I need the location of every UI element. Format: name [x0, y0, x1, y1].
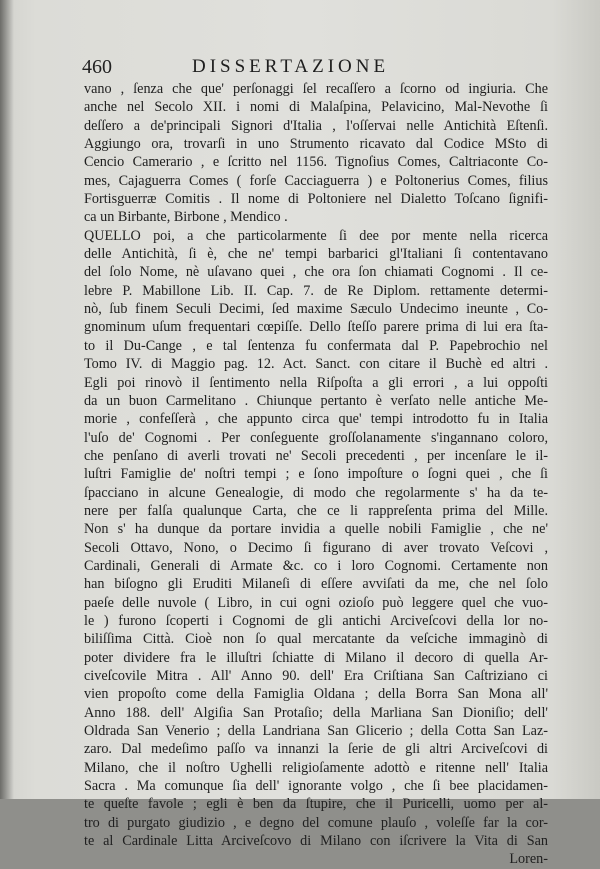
text-line: han biſogno gli Eruditi Milaneſi di eſſere avviſati da me, che nel ſolo: [84, 576, 548, 593]
text-line: tro di purgato giudizio , e degno del comune plauſo , voleſſe far la cor-: [84, 814, 548, 831]
text-line: te al Cardinale Litta Arciveſcovo di Milano con iſcrivere la Vita di San: [84, 833, 548, 850]
text-line: Anno 188. dell' Algiſia San Protaſio; della Marliana San Dioniſio; dell': [84, 704, 548, 721]
text-line: del ſolo Nome, nè uſavano quei , che ora ſon chiamati Cognomi . Il ce-: [84, 264, 548, 281]
text-line: Fortisguerræ Comitis . Il nome di Poltoniere nel Dialetto Toſcano ſignifi-: [84, 191, 548, 208]
text-line: ſpacciano in alcune Genealogie, di modo che regolarmente s' ha da te-: [84, 484, 548, 501]
text-line: te queſte favole ; egli è ben da ſtupire, che il Puricelli, uomo per al-: [84, 796, 548, 813]
text-line: ca un Birbante, Birbone , Mendico .: [84, 209, 288, 226]
text-line: poter dividere fra le illuſtri ſchiatte di Milano il decoro di quella Ar-: [84, 649, 548, 666]
running-title: DISSERTAZIONE: [192, 56, 390, 77]
text-line: Non s' ha dunque da portare invidia a quelle nobili Famiglie , che ne': [84, 521, 548, 538]
text-line: Tomo IV. di Maggio pag. 12. Act. Sanct. con citare il Buchè ed altri .: [84, 356, 548, 373]
text-line: Cencio Camerario , e ſcritto nel 1156. Tignoſius Comes, Caltriaconte Co-: [84, 154, 548, 171]
catchword: Loren-: [509, 851, 548, 868]
text-line: to il Du-Cange , e tal ſentenza fu confermata dal P. Papebrochio nel: [84, 337, 548, 354]
text-line: Aggiungo ora, trovarſi in uno Strumento ricavato dal Codice MSto di: [84, 136, 548, 153]
text-line: paeſe delle nuvole ( Libro, in cui ogni ozioſo può leggere quel che vuo-: [84, 594, 548, 611]
page-header: [82, 52, 540, 82]
text-line: Oldrada San Venerio ; della Landriana San Glicerio ; della Cotta San Laz-: [84, 723, 548, 740]
text-line: biliſſima Città. Cioè non ſo qual mercatante da veſciche immaginò di: [84, 631, 548, 648]
text-line: deſſero a de'principali Signori d'Italia , l'oſſervai nelle Antichità Eſtenſi.: [84, 117, 548, 134]
body-text: [84, 80, 548, 869]
text-line: vien propoſto come della Famiglia Oldana ; della Borra San Mona all': [84, 686, 548, 703]
text-line: morie , confeſſerà , che appunto circa que' tempi introdotto fu in Italia: [84, 411, 548, 428]
text-line: gnominum uſum frequentari cœpiſſe. Dello ſteſſo parere prima di lui era ſta-: [84, 319, 548, 336]
text-line: QUELLO poi, a che particolarmente ſi dee por mente nella ricerca: [84, 227, 548, 244]
text-line: zaro. Dal medeſimo paſſo va innanzi la ſerie de gli altri Arciveſcovi di: [84, 741, 548, 758]
text-line: Egli poi rinovò il ſentimento nella Riſpoſta a gli errori , a lui oppoſti: [84, 374, 548, 391]
binding-shadow: [0, 0, 14, 799]
text-line: le ) furono ſcoperti i Cognomi de gli antichi Arciveſcovi della lor no-: [84, 612, 548, 629]
text-line: civeſcovile Mitra . All' Anno 90. dell' Era Criſtiana San Caſtriziano ci: [84, 668, 548, 684]
text-line: Secoli Ottavo, Nono, o Decimo ſi figurano di aver trovato Veſcovi ,: [84, 539, 548, 556]
text-line: Milano, che il noſtro Ughelli religioſamente adottò e ritenne nell' Italia: [84, 759, 548, 776]
text-line: mes, Cajaguerra Comes ( forſe Cacciaguerra ) e Poltonerius Comes, filius: [84, 172, 548, 189]
text-line: lebre P. Mabillone Lib. II. Cap. 7. de Re Diplom. rettamente determi-: [84, 282, 548, 299]
text-line: delle Antichità, ſi è, che ne' tempi barbarici gl'Italiani ſi contentavano: [84, 246, 548, 263]
text-line: vano , ſenza che que' perſonaggi ſel recaſſero a ſcorno od ingiuria. Che: [84, 81, 548, 97]
text-line: nere per falſa qualunque Carta, che ce li rappreſenta prima del Mille.: [84, 502, 548, 519]
text-line: luſtri Famiglie de' noſtri tempi ; e ſono impoſture o ſogni quei , che ſi: [84, 466, 548, 483]
page-number: 460: [82, 56, 112, 78]
text-line: che penſano di averli trovati ne' Secoli precedenti , per incenſare le il-: [84, 447, 548, 464]
text-line: anche nel Secolo XII. i nomi di Malaſpina, Pelavicino, Mal-Nevothe ſi: [84, 99, 548, 116]
text-line: Cardinali, Generali di Armate &c. co i loro Cognomi. Certamente non: [84, 557, 548, 574]
text-line: nò, ſub finem Seculi Decimi, ſed maxime Sæculo Undecimo ineunte , Co-: [84, 301, 548, 318]
text-line: Sacra . Ma comunque ſia dell' ignorante volgo , che ſi bee placidamen-: [84, 778, 548, 795]
text-line: l'uſo de' Cognomi . Per conſeguente groſſolanamente s'ingannano coloro,: [84, 429, 548, 446]
text-line: da un buon Carmelitano . Chiunque pertanto è verſato nelle antiche Me-: [84, 392, 548, 409]
